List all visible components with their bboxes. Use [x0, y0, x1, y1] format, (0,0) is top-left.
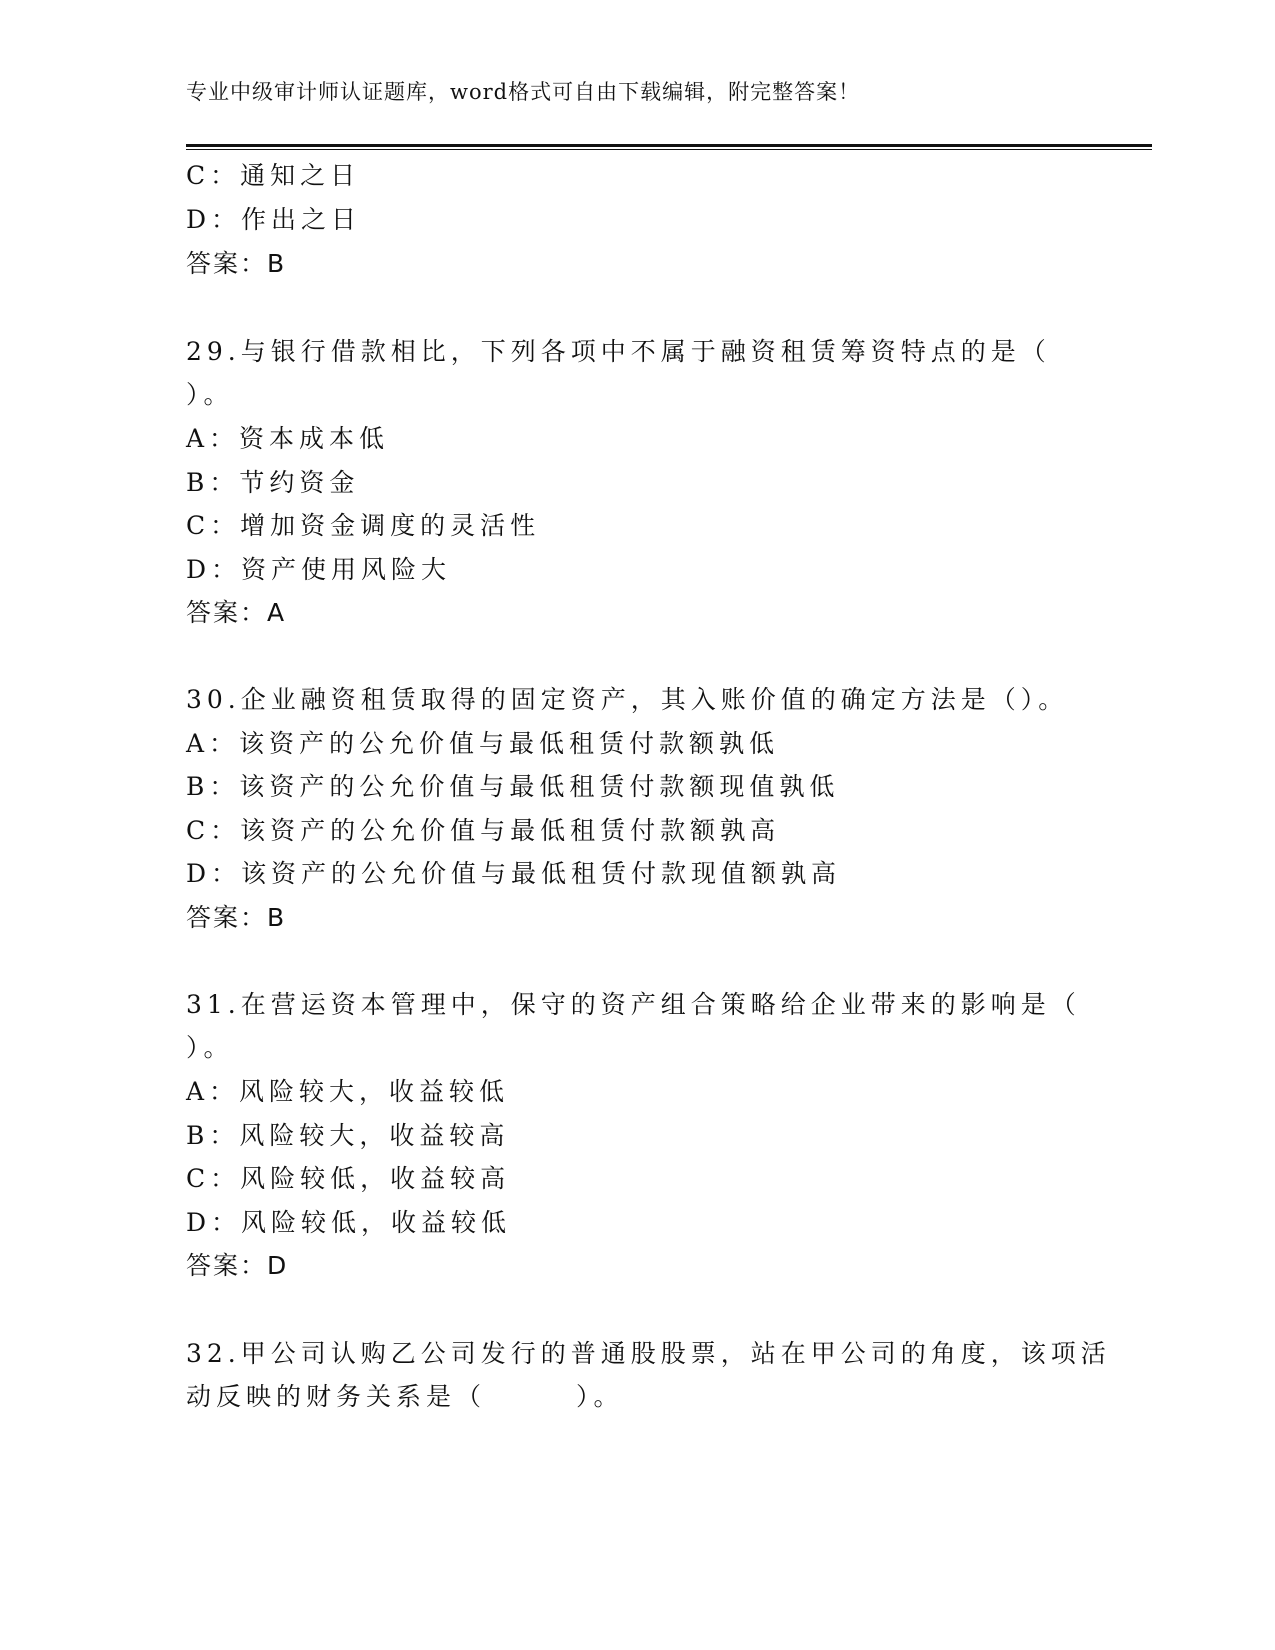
option-c: C：该资产的公允价值与最低租赁付款额孰高: [186, 816, 781, 845]
question-stem-continued: ）。: [186, 380, 234, 409]
header-divider: [186, 144, 1152, 150]
option-c: C：风险较低，收益较高: [186, 1164, 511, 1193]
option-c: C：增加资金调度的灵活性: [186, 511, 541, 540]
answer-line: 答案：A: [186, 598, 287, 627]
question-stem: 30.企业融资租赁取得的固定资产，其入账价值的确定方法是（）。: [186, 685, 1069, 714]
question-stem-continued: ）。: [186, 1033, 234, 1062]
option-d: D：该资产的公允价值与最低租赁付款现值额孰高: [186, 859, 842, 888]
option-b: B：节约资金: [186, 468, 360, 497]
option-d: D：作出之日: [186, 205, 362, 234]
question-stem-continued: 动反映的财务关系是（ ）。: [186, 1382, 624, 1411]
answer-line: 答案：B: [186, 903, 287, 932]
page-header: 专业中级审计师认证题库，word格式可自由下载编辑，附完整答案！: [186, 80, 861, 104]
answer-line: 答案：B: [186, 249, 287, 278]
option-b: B：风险较大，收益较高: [186, 1121, 510, 1150]
option-d: D：资产使用风险大: [186, 555, 452, 584]
question-stem: 32.甲公司认购乙公司发行的普通股股票，站在甲公司的角度，该项活: [186, 1339, 1111, 1368]
answer-line: 答案：D: [186, 1251, 289, 1280]
option-a: A：资本成本低: [186, 424, 390, 453]
option-a: A：该资产的公允价值与最低租赁付款额孰低: [186, 729, 780, 758]
option-c: C：通知之日: [186, 161, 361, 190]
question-stem: 29.与银行借款相比，下列各项中不属于融资租赁筹资特点的是（: [186, 337, 1051, 366]
option-d: D：风险较低，收益较低: [186, 1208, 512, 1237]
question-stem: 31.在营运资本管理中，保守的资产组合策略给企业带来的影响是（: [186, 990, 1081, 1019]
option-b: B：该资产的公允价值与最低租赁付款额现值孰低: [186, 772, 840, 801]
option-a: A：风险较大，收益较低: [186, 1077, 510, 1106]
